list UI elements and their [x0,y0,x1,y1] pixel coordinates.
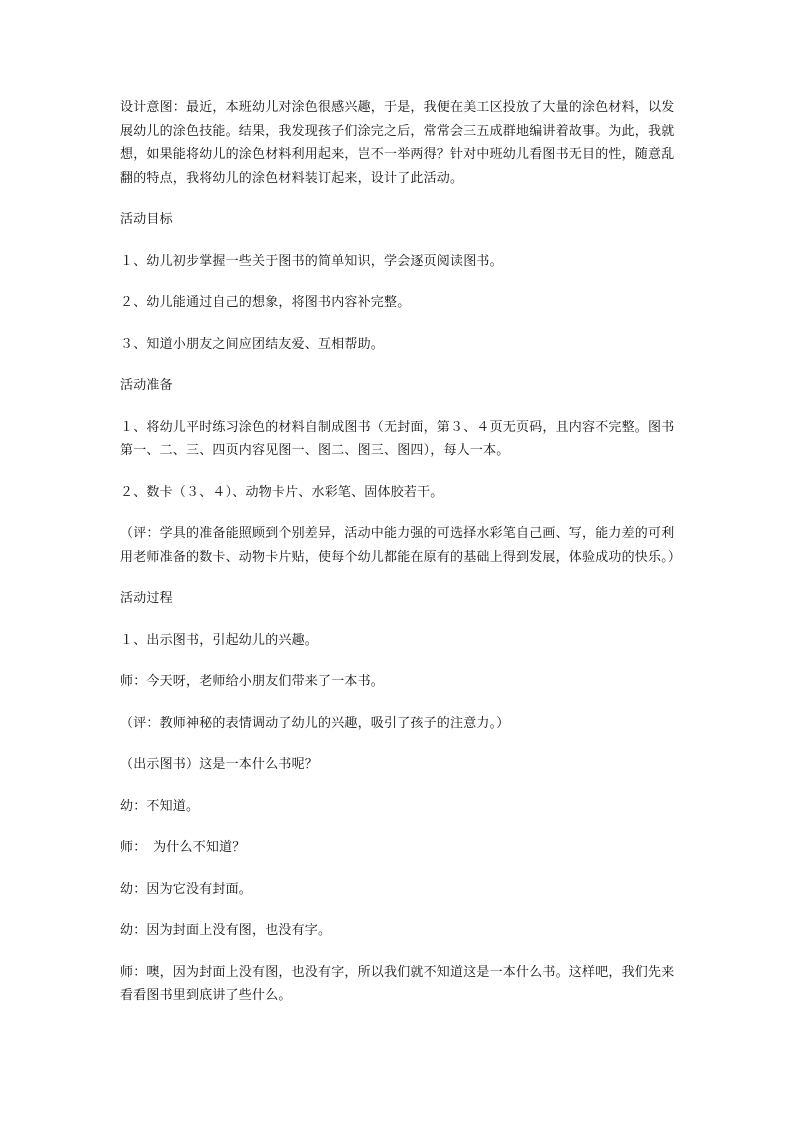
dialogue-line: 师： 为什么不知道？ [120,840,246,855]
preparation-item-2: ２、数卡（３、４）、动物卡片、水彩笔、固体胶若干。 [120,484,444,500]
document-page [120,96,682,1008]
goal-item-3: ３、知道小朋友之间应团结友爱、互相帮助。 [120,336,385,352]
dialogue-line: 幼：不知道。 [120,798,200,814]
dialogue-line: （出示图书）这是一本什么书呢？ [120,757,319,772]
comment-paragraph-1: （评：学具的准备能照顾到个别差异，活动中能力强的可选择水彩笔自己画、写，能力差的可利用老师准备的数卡、动物卡片贴，使每个幼儿都能在原有的基础上得到发展，体验成功的快乐。） [120,526,682,565]
design-intent-paragraph: 设计意图：最近，本班幼儿对涂色很感兴趣，于是，我便在美工区投放了大量的涂色材料，以发展幼儿的涂色技能。结果，我发现孩子们涂完之后，常常会三五成群地编讲着故事。为此，我就想，如果能将幼儿的涂色材料利用起来，岂不一举两得？针对中班幼儿看图书无目的性，随意乱翻的特点，我将幼儿的涂色材料装订起来，设计了此活动。 [120,100,675,186]
section-heading-preparation: 活动准备 [120,378,173,393]
preparation-item-1: １、将幼儿平时练习涂色的材料自制成图书（无封面，第３、４页无页码，且内容不完整。图书第一、二、三、四页内容见图一、图二、图三、图四），每人一本。 [120,419,675,458]
goal-item-2: ２、幼儿能通过自己的想象，将图书内容补完整。 [120,295,411,310]
dialogue-line: 师：噢，因为封面上没有图，也没有字，所以我们就不知道这是一本什么书。这样吧，我们先来看看图书里到底讲了些什么。 [120,964,675,1003]
section-heading-goals: 活动目标 [120,212,173,227]
section-heading-process: 活动过程 [120,591,173,606]
process-step-1: １、出示图书，引起幼儿的兴趣。 [120,632,319,648]
comment-paragraph-2: （评：教师神秘的表情调动了幼儿的兴趣，吸引了孩子的注意力。） [120,715,510,731]
goal-item-1: １、幼儿初步掌握一些关于图书的简单知识，学会逐页阅读图书。 [120,253,503,269]
dialogue-line: 幼：因为封面上没有图，也没有字。 [120,923,332,938]
dialogue-line: 师：今天呀，老师给小朋友们带来了一本书。 [120,674,385,689]
dialogue-line: 幼：因为它没有封面。 [120,881,253,897]
